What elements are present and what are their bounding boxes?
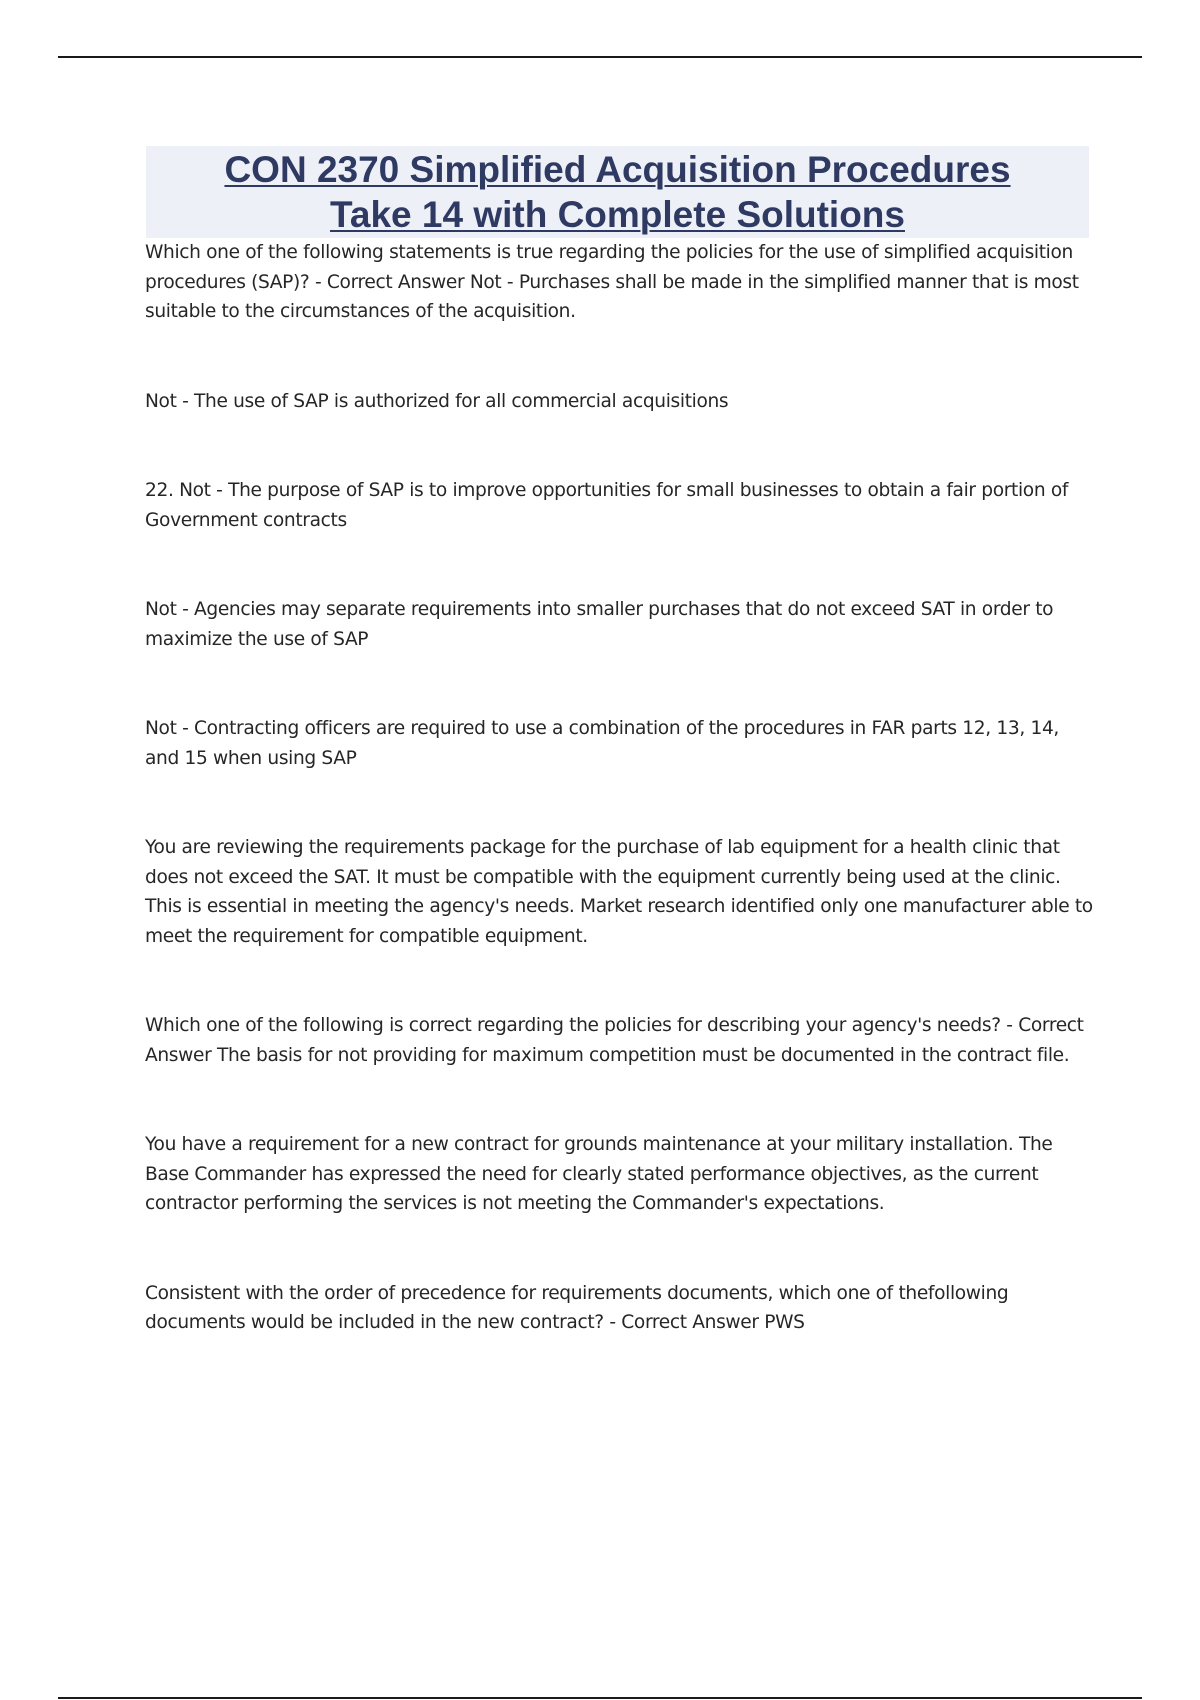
paragraph-9: Consistent with the order of precedence for requirements documents, which one of thefollowing documents would be included in the new contract? - Correct Answer PWS — [145, 1282, 1009, 1333]
document-body — [145, 238, 1095, 1338]
paragraph-4: Not - Agencies may separate requirements into smaller purchases that do not exceed SAT in order to maximize the use of SAP — [145, 599, 1054, 650]
paragraph-1: Which one of the following statements is true regarding the policies for the use of simplified acquisition procedures (SAP)? - Correct Answer Not - Purchases shall be made in the simplified manner that is most suitable to the circumstances of the acquisition. — [145, 242, 1079, 322]
document-title — [146, 146, 1089, 238]
paragraph-3: 22. Not - The purpose of SAP is to improve opportunities for small businesses to obtain a fair portion of Government contracts — [145, 480, 1069, 531]
paragraph-8: You have a requirement for a new contract for grounds maintenance at your military installation. The Base Commander has expressed the need for clearly stated performance objectives, as the current contractor performing the services is not meeting the Commander's expectations. — [145, 1134, 1053, 1214]
paragraph-6: You are reviewing the requirements package for the purchase of lab equipment for a health clinic that does not exceed the SAT. It must be compatible with the equipment currently being used at the clinic. This is essential in meeting the agency's needs. Market research identified only one manufacturer able to meet the requirement for compatible equipment. — [145, 837, 1093, 947]
bottom-rule — [58, 1697, 1142, 1699]
paragraph-2: Not - The use of SAP is authorized for all commercial acquisitions — [145, 390, 729, 412]
title-line-2: Take 14 with Complete Solutions — [330, 194, 905, 235]
paragraph-7: Which one of the following is correct regarding the policies for describing your agency's needs? - Correct Answer The basis for not providing for maximum competition must be documented in the contract file. — [145, 1015, 1084, 1066]
title-line-1: CON 2370 Simplified Acquisition Procedures — [224, 149, 1011, 190]
top-rule — [58, 56, 1142, 58]
paragraph-5: Not - Contracting officers are required to use a combination of the procedures in FAR parts 12, 13, 14, and 15 when using SAP — [145, 718, 1059, 769]
